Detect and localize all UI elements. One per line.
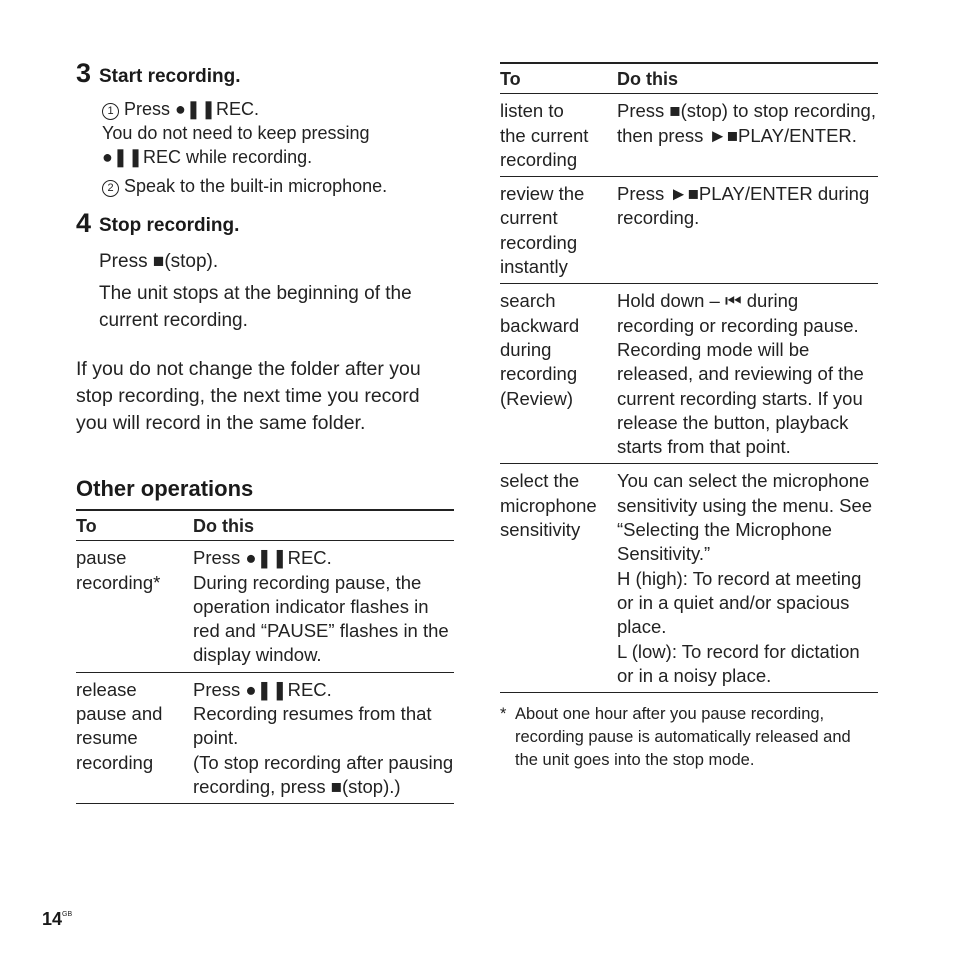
header-to: To	[76, 516, 97, 536]
footnote-marker: *	[500, 705, 507, 724]
table-row	[500, 177, 878, 284]
step-4-line-2: The unit stops at the beginning of the current recording.	[99, 283, 412, 331]
step-3-number: 3	[76, 58, 92, 88]
row-to: pause recording*	[76, 547, 161, 593]
footnote	[500, 703, 878, 772]
circled-number-1: 1	[102, 103, 119, 120]
step-3-substep-2	[102, 174, 387, 198]
step-3-substep-1	[102, 97, 370, 169]
substep-1-line-2: You do not need to keep pressing	[102, 123, 370, 143]
section-title: Other operations	[76, 476, 254, 501]
step-3-title: Start recording.	[99, 66, 241, 87]
page-number	[42, 909, 72, 930]
row-do: Press ●❚❚REC. Recording resumes from that point. (To stop recording after pausing recording, press ■(stop).)	[193, 678, 454, 797]
row-do: You can select the microphone sensitivity using the menu. See “Selecting the Microphone Sensitivity.” H (high): To record at meeting or in a quiet and/or spacious place. L (low): To record for dictation or in a noisy place.	[617, 470, 873, 686]
row-to: release pause and resume recording	[76, 678, 163, 773]
row-do: Press ■(stop) to stop recording, then press ►■PLAY/ENTER.	[617, 100, 876, 146]
row-to: search backward during recording (Review)	[500, 290, 580, 409]
row-to: select the microphone sensitivity	[500, 470, 597, 541]
table-row	[76, 672, 454, 803]
right-ops-table	[500, 62, 878, 693]
substep-2-text: Speak to the built-in microphone.	[124, 176, 388, 196]
table-row	[76, 541, 454, 672]
left-ops-table	[76, 509, 454, 804]
page-number-value: 14	[42, 909, 63, 929]
row-to: listen to the current recording	[500, 100, 589, 170]
row-do: Hold down – ⏮ during recording or recording pause. Recording mode will be released, and reviewing of the current recording starts. If you release the button, playback starts from that point.	[617, 290, 864, 458]
substep-1-line-1: Press ●❚❚REC.	[124, 99, 260, 119]
table-header	[500, 63, 878, 94]
table-row	[500, 284, 878, 464]
left-ops-table-wrap	[76, 509, 454, 804]
substep-1-line-3: ●❚❚REC while recording.	[102, 147, 313, 167]
row-do: Press ►■PLAY/ENTER during recording.	[617, 183, 870, 229]
row-to: review the current recording instantly	[500, 183, 585, 278]
table-row	[500, 464, 878, 693]
step-4-line-1: Press ■(stop).	[99, 251, 219, 272]
right-column	[500, 62, 878, 772]
table-row	[500, 94, 878, 177]
circled-number-2: 2	[102, 180, 119, 197]
step-4-number: 4	[76, 208, 92, 238]
table-header	[76, 510, 454, 541]
row-do: Press ●❚❚REC. During recording pause, the operation indicator flashes in red and “PAUSE” flashes in the display window.	[193, 547, 449, 666]
header-do-this: Do this	[193, 516, 254, 536]
header-do-this: Do this	[617, 69, 678, 89]
header-to: To	[500, 69, 521, 89]
footnote-text: About one hour after you pause recording, recording pause is automatically released and the unit goes into the stop mode.	[515, 705, 851, 770]
step-4-title: Stop recording.	[99, 215, 240, 236]
folder-note: If you do not change the folder after you stop recording, the next time you record you will record in the same folder.	[76, 358, 421, 434]
page-number-suffix: GB	[62, 911, 73, 918]
